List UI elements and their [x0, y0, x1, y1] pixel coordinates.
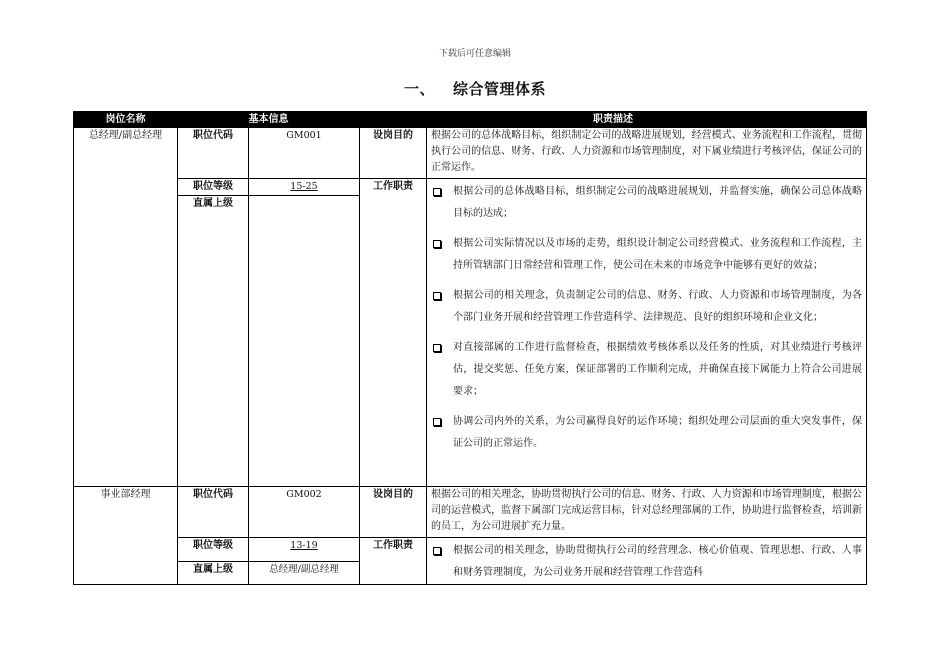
grade-value-text: 13-19: [290, 540, 318, 551]
header-duties: 职责描述: [360, 112, 867, 128]
table-row: [74, 179, 867, 196]
grade-value-text: 15-25: [290, 181, 318, 192]
job-duty-table: [73, 111, 867, 585]
duty-list-cell: [427, 538, 867, 585]
list-item: [431, 181, 862, 225]
work-duty-label: 工作职责: [360, 179, 427, 487]
checkbox-bullet-icon: [433, 292, 441, 300]
duty-list-cell: [427, 179, 867, 487]
grade-value: [249, 538, 360, 562]
grade-value: [249, 179, 360, 196]
duty-list: [431, 538, 862, 584]
table-row: [74, 538, 867, 562]
position-name: 总经理/副总经理: [74, 128, 178, 487]
header-position: 岗位名称: [74, 112, 178, 128]
code-label: 职位代码: [178, 128, 249, 179]
section-title-text: 综合管理体系: [453, 80, 547, 98]
code-label: 职位代码: [178, 487, 249, 538]
duty-text: 根据公司的相关理念，协助贯彻执行公司的经营理念、核心价值观、管理思想、行政、人事和财务管理制度，为公司业务开展和经营管理工作营造科: [453, 545, 862, 578]
table-header-row: [74, 112, 867, 128]
checkbox-bullet-icon: [433, 344, 441, 352]
purpose-text: 根据公司的相关理念，协助贯彻执行公司的信息、财务、行政、人力资源和市场管理制度，根据公司的运营模式，监督下属部门完成运营目标，针对总经理部属的工作，协助进行监督检查，培训新的员工，为公司进展扩充力量。: [427, 487, 867, 538]
code-value: GM002: [249, 487, 360, 538]
checkbox-bullet-icon: [433, 240, 441, 248]
duty-text: 协调公司内外的关系，为公司赢得良好的运作环境；组织处理公司层面的重大突发事件，保证公司的正常运作。: [453, 416, 862, 449]
duty-list: [431, 179, 862, 455]
duty-text: 根据公司的相关理念，负责制定公司的信息、财务、行政、人力资源和市场管理制度，为各个部门业务开展和经营管理工作营造科学、法律规范、良好的组织环境和企业文化；: [453, 290, 862, 323]
list-item: [431, 285, 862, 329]
checkbox-bullet-icon: [433, 418, 441, 426]
checkbox-bullet-icon: [433, 188, 441, 196]
position-name: 事业部经理: [74, 487, 178, 585]
purpose-label: 设岗目的: [360, 128, 427, 179]
work-duty-label: 工作职责: [360, 538, 427, 585]
section-title: [0, 78, 950, 99]
list-item: [431, 411, 862, 455]
duty-text: 根据公司实际情况以及市场的走势，组织设计制定公司经营模式、业务流程和工作流程，主持所管辖部门日常经营和管理工作，使公司在未来的市场竞争中能够有更好的效益；: [453, 238, 862, 271]
grade-label: 职位等级: [178, 179, 249, 196]
list-item: [431, 337, 862, 403]
section-number: 一、: [403, 80, 435, 98]
superior-value: 总经理/副总经理: [249, 561, 360, 585]
table-row: [74, 128, 867, 179]
checkbox-bullet-icon: [433, 547, 441, 555]
superior-label: 直属上级: [178, 196, 249, 487]
table-row: [74, 487, 867, 538]
duty-text: 对直接部属的工作进行监督检查，根据绩效考核体系以及任务的性质，对其业绩进行考核评估，提交奖惩、任免方案，保证部署的工作顺利完成，并确保直接下属能力上符合公司进展要求；: [453, 342, 862, 397]
list-item: [431, 540, 862, 584]
purpose-text: 根据公司的总体战略目标，组织制定公司的战略进展规划，经营模式、业务流程和工作流程，贯彻执行公司的信息、财务、行政、人力资源和市场管理制度，对下属业绩进行考核评估，保证公司的正常运作。: [427, 128, 867, 179]
superior-value: [249, 196, 360, 487]
header-note: 下载后可任意编辑: [438, 49, 511, 59]
purpose-label: 设岗目的: [360, 487, 427, 538]
list-item: [431, 233, 862, 277]
code-value: GM001: [249, 128, 360, 179]
superior-label: 直属上级: [178, 561, 249, 585]
header-basic-info: 基本信息: [178, 112, 360, 128]
duty-text: 根据公司的总体战略目标，组织制定公司的战略进展规划，并监督实施，确保公司总体战略目标的达成；: [453, 186, 862, 219]
grade-label: 职位等级: [178, 538, 249, 562]
